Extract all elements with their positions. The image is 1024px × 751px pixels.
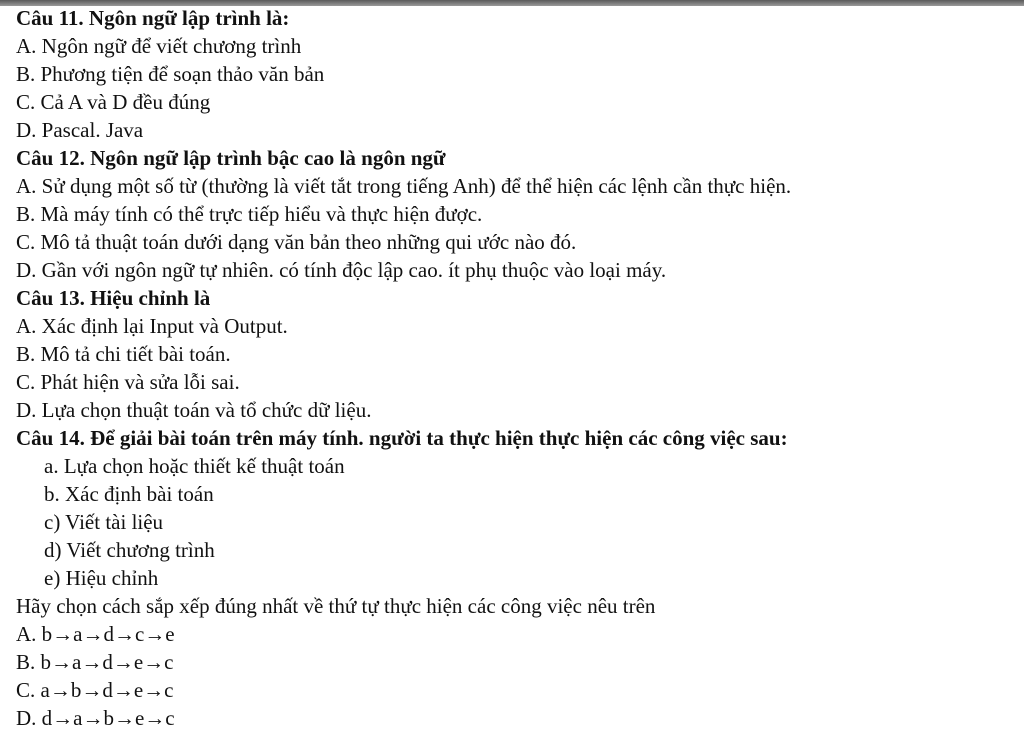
question-13-option-c: C. Phát hiện và sửa lỗi sai. (16, 370, 240, 394)
question-13-option-b: B. Mô tả chi tiết bài toán. (16, 342, 231, 366)
question-14-title: Câu 14. Để giải bài toán trên máy tính. người ta thực hiện thực hiện các công việc sau: (16, 426, 788, 450)
question-11-option-c: C. Cả A và D đều đúng (16, 90, 211, 114)
question-14-option-d: D. d→a→b→e→c (16, 706, 175, 730)
question-11-option-b: B. Phương tiện để soạn thảo văn bản (16, 62, 325, 86)
question-11-option-a: A. Ngôn ngữ để viết chương trình (16, 34, 302, 58)
question-12-option-b: B. Mà máy tính có thể trực tiếp hiểu và thực hiện được. (16, 202, 483, 226)
question-14-task-a: a. Lựa chọn hoặc thiết kế thuật toán (44, 454, 345, 478)
question-14-option-b: B. b→a→d→e→c (16, 650, 174, 674)
question-11-title: Câu 11. Ngôn ngữ lập trình là: (16, 6, 290, 30)
question-14-option-a: A. b→a→d→c→e (16, 622, 175, 646)
question-12-option-c: C. Mô tả thuật toán dưới dạng văn bản theo những qui ước nào đó. (16, 230, 577, 254)
question-11-option-d: D. Pascal. Java (16, 118, 144, 142)
question-14-task-c: c) Viết tài liệu (44, 510, 164, 534)
question-12-option-d: D. Gần với ngôn ngữ tự nhiên. có tính độc lập cao. ít phụ thuộc vào loại máy. (16, 258, 667, 282)
question-14-task-e: e) Hiệu chỉnh (44, 566, 159, 590)
question-12-title: Câu 12. Ngôn ngữ lập trình bậc cao là ngôn ngữ (16, 146, 446, 170)
question-13-option-d: D. Lựa chọn thuật toán và tổ chức dữ liệu. (16, 398, 372, 422)
question-13-title: Câu 13. Hiệu chỉnh là (16, 286, 211, 310)
question-14-prompt: Hãy chọn cách sắp xếp đúng nhất về thứ tự thực hiện các công việc nêu trên (16, 594, 656, 618)
question-14-task-d: d) Viết chương trình (44, 538, 215, 562)
question-12-option-a: A. Sử dụng một số từ (thường là viết tắt trong tiếng Anh) để thể hiện các lệnh cần thực hiện. (16, 174, 792, 198)
question-14-task-b: b. Xác định bài toán (44, 482, 214, 506)
question-14-option-c: C. a→b→d→e→c (16, 678, 174, 702)
question-13-option-a: A. Xác định lại Input và Output. (16, 314, 288, 338)
